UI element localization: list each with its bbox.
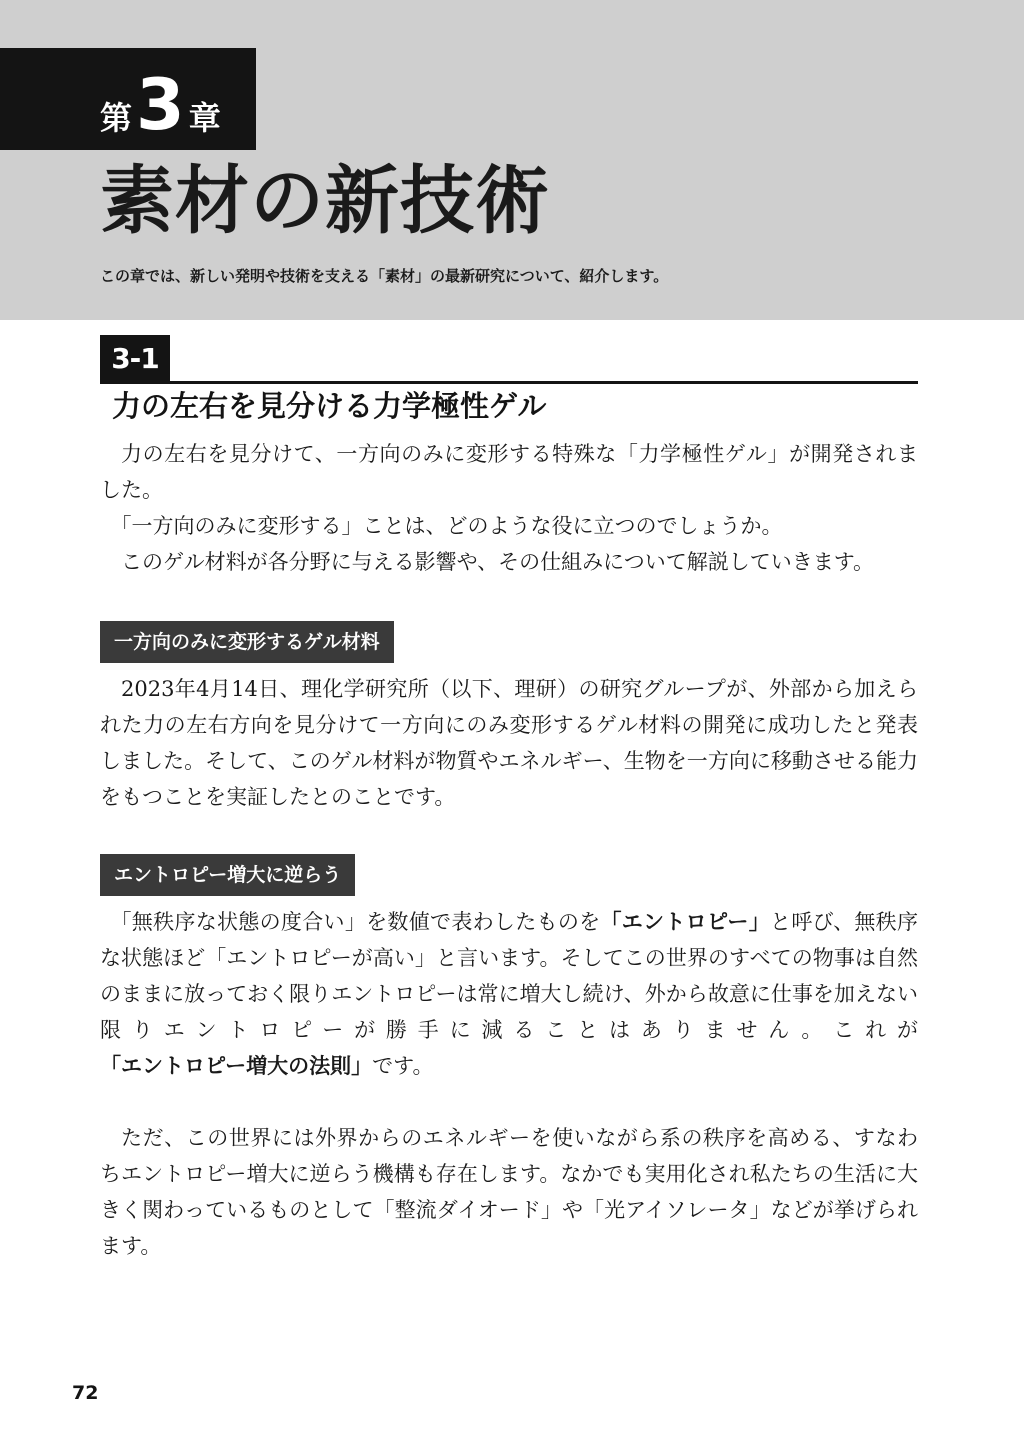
section-rule xyxy=(100,381,918,384)
section-title: 力の左右を見分ける力学極性ゲル xyxy=(112,389,547,423)
entropy-law-term: 「エントロピー増大の法則」 xyxy=(100,1054,373,1078)
section-number: 3-1 xyxy=(100,335,170,383)
entropy-text-a: 「無秩序な状態の度合い」を数値で表わしたものを xyxy=(110,910,601,934)
chapter-label xyxy=(100,64,221,146)
chapter-prefix: 第 xyxy=(100,99,133,137)
chapter-number: 3 xyxy=(136,64,185,146)
subsection-heading-gel-material: 一方向のみに変形するゲル材料 xyxy=(100,621,394,663)
intro-paragraph-2: 「一方向のみに変形する」ことは、どのような役に立つのでしょうか。 xyxy=(110,514,783,538)
intro-paragraph-3: このゲル材料が各分野に与える影響や、その仕組みについて解説していきます。 xyxy=(121,550,875,574)
subsection-paragraph-gel-material: 2023年4月14日、理化学研究所（以下、理研）の研究グループが、外部から加えられた力の左右方向を見分けて一方向にのみ変形するゲル材料の開発に成功したと発表しました。そして、このゲル材料が物質やエネルギー、生物を一方向に移動させる能力をもつことを実証したとのことです。 xyxy=(100,677,918,809)
entropy-term: 「エントロピー」 xyxy=(600,910,771,934)
subsection-paragraph-entropy-1 xyxy=(100,904,918,1084)
page-number: 72 xyxy=(72,1382,99,1404)
subsection-heading-entropy: エントロピー増大に逆らう xyxy=(100,854,355,896)
subsection-paragraph-entropy-2: ただ、この世界には外界からのエネルギーを使いながら系の秩序を高める、すなわちエントロピー増大に逆らう機構も存在します。なかでも実用化され私たちの生活に大きく関わっているものとして「整流ダイオード」や「光アイソレータ」などが挙げられます。 xyxy=(100,1126,918,1258)
chapter-title: 素材の新技術 xyxy=(100,158,550,244)
entropy-text-c: です。 xyxy=(372,1054,434,1078)
chapter-intro: この章では、新しい発明や技術を支える「素材」の最新研究について、紹介します。 xyxy=(100,267,669,285)
entropy-text-b: と呼び、無秩序な状態ほど「エントロピーが高い」と言います。そしてこの世界のすべての物事は自然のままに放っておく限りエントロピーは常に増大し続け、外から故意に仕事を加えない限りエントロピーが勝手に減ることはありません。これが xyxy=(100,910,918,1042)
intro-paragraph-1: 力の左右を見分けて、一方向のみに変形する特殊な「力学極性ゲル」が開発されました。 xyxy=(100,442,918,502)
chapter-suffix: 章 xyxy=(188,99,221,137)
